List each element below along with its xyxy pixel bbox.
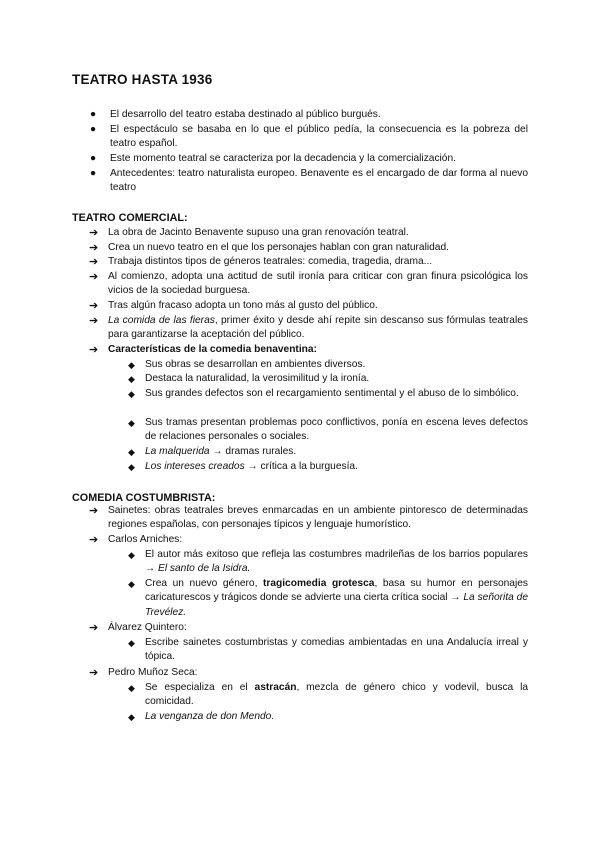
- work-title: El santo de la Isidra.: [158, 563, 251, 575]
- work-title: La comida de las fieras: [108, 315, 215, 326]
- sub-item: La venganza de don Mendo.: [145, 711, 275, 722]
- diamond-icon: ◆: [128, 462, 135, 472]
- diamond-icon: ◆: [128, 712, 135, 722]
- arrow-icon: ➔: [89, 227, 99, 239]
- genre-term: astracán: [254, 682, 297, 693]
- item-text: → crítica a la burguesía.: [244, 461, 358, 472]
- item-text: , basa su humor en personajes caricaturescos y trágicos donde se advierte una cierta crítica social →: [145, 578, 528, 604]
- bullet-icon: ●: [90, 124, 97, 135]
- bullet-icon: ●: [90, 109, 97, 120]
- bullet-icon: ●: [90, 168, 97, 179]
- diamond-icon: ◆: [128, 638, 135, 648]
- work-title: La señorita de Trevélez.: [145, 592, 528, 618]
- sub-item-malquerida: [145, 445, 528, 459]
- list-item: Trabaja distintos tipos de géneros teatrales: comedia, tragedia, drama...: [108, 256, 433, 267]
- arrow-icon: ➔: [89, 242, 99, 254]
- sub-item-intereses: [145, 460, 528, 474]
- sub-item: Destaca la naturalidad, la verosimilitud y la ironía.: [145, 373, 370, 384]
- page-title: TEATRO HASTA 1936: [72, 72, 213, 87]
- arrow-icon: ➔: [89, 505, 99, 517]
- arrow-icon: ➔: [89, 271, 99, 283]
- item-text: El autor más exitoso que refleja las costumbres madrileñas de los barrios populares →: [145, 549, 528, 575]
- list-item: Álvarez Quintero:: [108, 622, 187, 633]
- sub-item: [145, 548, 528, 577]
- sub-item: Escribe sainetes costumbristas y comedias ambientadas en una Andalucía irreal y tópica.: [145, 637, 528, 663]
- list-item: Sainetes: obras teatrales breves enmarcadas en un ambiente pintoresco de determinadas regiones españolas, con personajes típicos y lenguaje humorístico.: [108, 505, 528, 531]
- diamond-icon: ◆: [128, 683, 135, 693]
- list-item: Al comienzo, adopta una actitud de sutil ironía para criticar con gran finura psicológica los vicios de la sociedad burguesa.: [108, 271, 528, 297]
- arrow-icon: ➔: [89, 667, 99, 679]
- sub-item: Sus tramas presentan problemas poco conflictivos, ponía en escena leves defectos de relaciones personales o sociales.: [145, 417, 528, 443]
- diamond-icon: ◆: [128, 389, 135, 399]
- arrow-icon: ➔: [89, 344, 99, 356]
- arrow-icon: ➔: [89, 300, 99, 312]
- section-heading-costumbrista: COMEDIA COSTUMBRISTA:: [72, 492, 216, 504]
- item-text: , mezcla de género chico y vodevil, busca la comicidad.: [145, 682, 528, 708]
- work-title: La malquerida: [145, 446, 210, 457]
- sub-item: [145, 681, 528, 710]
- bullet-icon: ●: [90, 153, 97, 164]
- arrow-icon: ➔: [89, 315, 99, 327]
- item-text: Crea un nuevo género,: [145, 578, 263, 589]
- diamond-icon: ◆: [128, 447, 135, 457]
- item-text: , primer éxito y desde ahí repite sin descanso sus fórmulas teatrales para garantizarse la aceptación del público.: [108, 315, 528, 341]
- arrow-icon: ➔: [89, 256, 99, 268]
- arrow-icon: ➔: [89, 534, 99, 546]
- item-text: Se especializa en el: [145, 682, 255, 693]
- diamond-icon: ◆: [128, 550, 135, 560]
- intro-item: Antecedentes: teatro naturalista europeo. Benavente es el encargado de dar forma al nuevo teatro: [110, 168, 528, 194]
- section-heading-comercial: TEATRO COMERCIAL:: [72, 212, 188, 224]
- list-item: Crea un nuevo teatro en el que los personajes hablan con gran naturalidad.: [108, 242, 449, 253]
- list-item: Pedro Muñoz Seca:: [108, 667, 198, 678]
- sub-item: [145, 577, 528, 620]
- item-text: → dramas rurales.: [209, 446, 297, 457]
- diamond-icon: ◆: [128, 418, 135, 428]
- intro-item: El desarrollo del teatro estaba destinado al público burgués.: [110, 109, 381, 120]
- diamond-icon: ◆: [128, 579, 135, 589]
- intro-item: Este momento teatral se caracteriza por la decadencia y la comercialización.: [110, 153, 456, 164]
- diamond-icon: ◆: [128, 360, 135, 370]
- list-item-fieras: [108, 314, 528, 343]
- sub-item: Sus grandes defectos son el recargamiento sentimental y el abuso de lo simbólico.: [145, 388, 519, 399]
- diamond-icon: ◆: [128, 374, 135, 384]
- list-item: Tras algún fracaso adopta un tono más al gusto del público.: [108, 300, 378, 311]
- genre-term: tragicomedia grotesca: [262, 578, 375, 589]
- subheading-caracteristicas: Características de la comedia benaventina:: [108, 344, 317, 355]
- list-item: La obra de Jacinto Benavente supuso una gran renovación teatral.: [108, 227, 409, 238]
- work-title: Los intereses creados: [145, 461, 245, 472]
- arrow-icon: ➔: [89, 622, 99, 634]
- list-item: Carlos Arniches:: [108, 534, 183, 545]
- sub-item: Sus obras se desarrollan en ambientes diversos.: [145, 359, 366, 370]
- intro-item: El espectáculo se basaba en lo que el público pedía, la consecuencia es la pobreza del teatro español.: [110, 124, 528, 150]
